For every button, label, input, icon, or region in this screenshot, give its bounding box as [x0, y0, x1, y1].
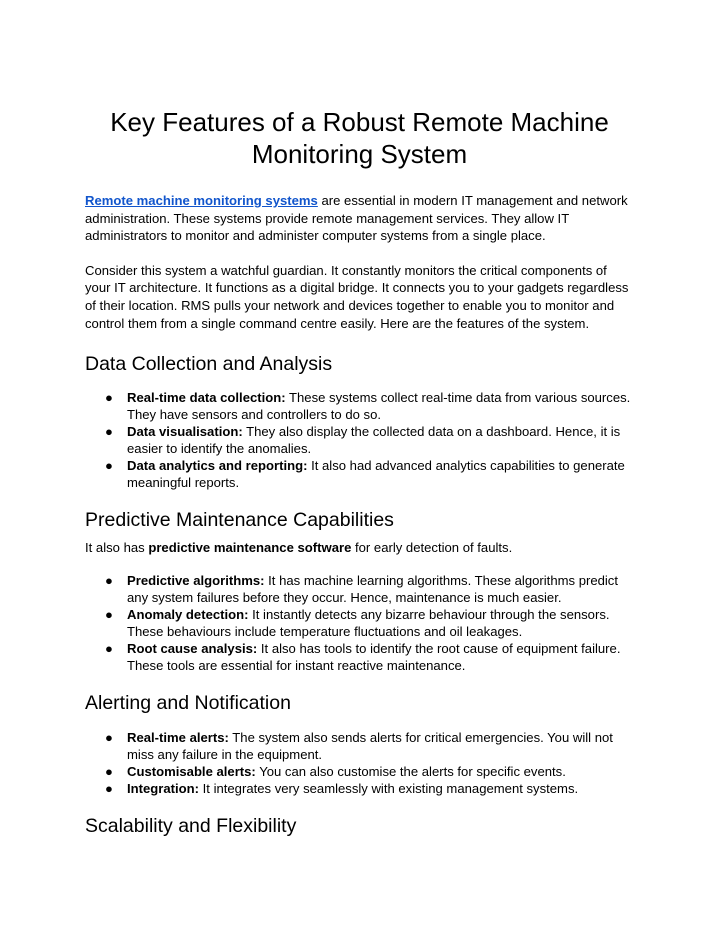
- item-text: You can also customise the alerts for specific events.: [255, 763, 566, 779]
- item-text: They also display the collected data on a dashboard. Hence, it is easier to identify the anomalies.: [127, 424, 621, 457]
- item-label: Anomaly detection:: [127, 606, 249, 622]
- lead-bold: predictive maintenance software: [148, 540, 352, 556]
- item-text: It also had advanced analytics capabilities to generate meaningful reports.: [127, 458, 625, 491]
- intro-paragraph-2: Consider this system a watchful guardian. It constantly monitors the critical components of your IT architecture. It functions as a digital bridge. It connects you to your gadgets regardless of their location. RMS pulls your network and devices together to enable you to monitor and control them from a single command centre easily. Here are the features of the system.: [85, 262, 629, 331]
- list-item: [105, 423, 634, 457]
- predictive-maintenance-lead: [85, 539, 634, 557]
- list-alerting: [85, 729, 634, 797]
- list-item: [105, 729, 634, 763]
- heading-alerting: Alerting and Notification: [85, 691, 291, 714]
- item-text: The system also sends alerts for critical emergencies. You will not miss any failure in the equipment.: [127, 729, 613, 762]
- bullet-icon: ●: [105, 729, 113, 745]
- item-text: It integrates very seamlessly with existing management systems.: [199, 780, 579, 796]
- list-predictive-maintenance: [85, 572, 634, 674]
- item-label: Customisable alerts:: [127, 763, 256, 779]
- document-title: Key Features of a Robust Remote Machine Monitoring System: [110, 107, 609, 169]
- item-label: Integration:: [127, 780, 200, 796]
- lead-before: It also has: [85, 540, 149, 556]
- list-item: [105, 457, 634, 491]
- bullet-icon: ●: [105, 606, 113, 622]
- intro-paragraph-1: [85, 192, 634, 245]
- bullet-icon: ●: [105, 390, 113, 406]
- lead-after: for early detection of faults.: [351, 540, 513, 556]
- bullet-icon: ●: [105, 458, 113, 474]
- list-item: [105, 780, 634, 797]
- intro-paragraph-1-text: are essential in modern IT management and network administration. These systems provide remote management services. They allow IT administrators to monitor and administer computer systems from a single place.: [85, 193, 628, 244]
- bullet-icon: ●: [105, 640, 113, 656]
- bullet-icon: ●: [105, 780, 113, 796]
- list-data-collection: [85, 389, 634, 491]
- bullet-icon: ●: [105, 763, 113, 779]
- item-label: Data visualisation:: [127, 424, 243, 440]
- heading-predictive-maintenance: Predictive Maintenance Capabilities: [85, 509, 394, 532]
- heading-data-collection: Data Collection and Analysis: [85, 353, 333, 376]
- list-item: [105, 763, 634, 780]
- heading-scalability: Scalability and Flexibility: [85, 814, 297, 837]
- bullet-icon: ●: [105, 572, 113, 588]
- remote-monitoring-link[interactable]: Remote machine monitoring systems: [85, 193, 318, 208]
- item-label: Real-time alerts:: [127, 729, 229, 745]
- item-text: These systems collect real-time data from various sources. They have sensors and controllers to do so.: [127, 390, 631, 423]
- item-label: Data analytics and reporting:: [127, 458, 308, 474]
- list-item: [105, 389, 634, 423]
- item-label: Root cause analysis:: [127, 640, 258, 656]
- bullet-icon: ●: [105, 424, 113, 440]
- list-item: [105, 606, 634, 640]
- list-item: [105, 640, 634, 674]
- item-text: It has machine learning algorithms. These algorithms predict any system failures before they occur. Hence, maintenance is much easier.: [127, 572, 618, 605]
- item-text: It instantly detects any bizarre behaviour through the sensors. These behaviours include temperature fluctuations and oil leakages.: [127, 606, 610, 639]
- item-label: Real-time data collection:: [127, 390, 286, 406]
- item-label: Predictive algorithms:: [127, 572, 265, 588]
- item-text: It also has tools to identify the root cause of equipment failure. These tools are essential for instant reactive maintenance.: [127, 640, 621, 673]
- list-item: [105, 572, 634, 606]
